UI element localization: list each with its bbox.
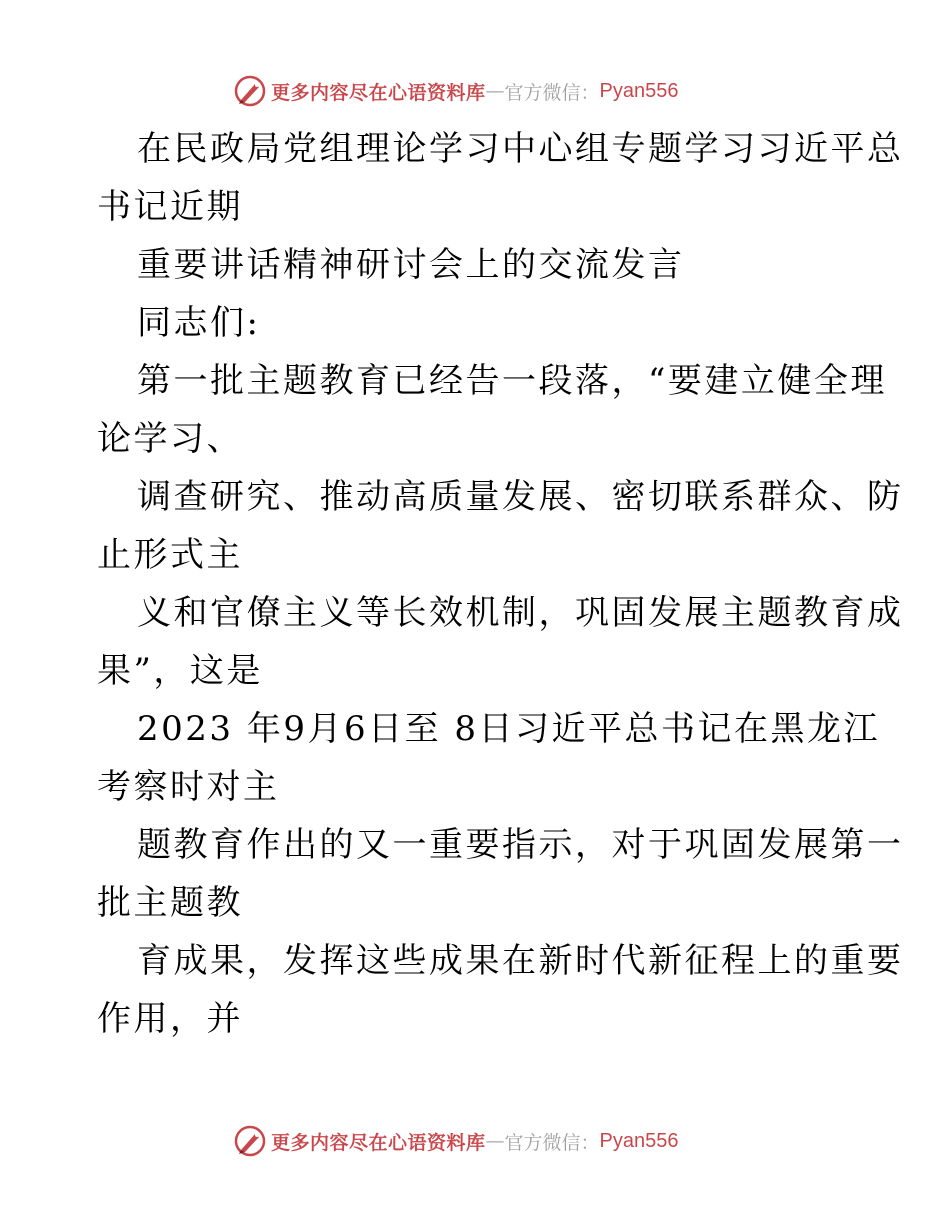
pen-logo-icon [233, 1124, 267, 1158]
header-watermark [233, 73, 679, 109]
watermark-separator: — [485, 1130, 505, 1152]
paragraph-line: 批主题教 [97, 883, 243, 923]
title-line: 书记近期 [97, 187, 243, 227]
footer-watermark [233, 1123, 679, 1159]
watermark-label: 官方微信： [504, 81, 600, 104]
watermark-wechat-id: Pyan556 [599, 1129, 679, 1152]
watermark-wechat-id: Pyan556 [599, 79, 679, 102]
paragraph-line: 育成果，发挥这些成果在新时代新征程上的重要 [137, 941, 904, 981]
paragraph-line: 第一批主题教育已经告一段落，“要建立健全理 [137, 361, 887, 401]
salutation: 同志们: [137, 303, 261, 343]
pen-logo-icon [233, 74, 267, 108]
watermark-label: 官方微信： [504, 1131, 600, 1154]
watermark-separator: — [485, 80, 505, 102]
watermark-text: 更多内容尽在心语资料库 [271, 81, 486, 104]
paragraph-line: 2023 年9月6日至 8日习近平总书记在黑龙江 [137, 709, 881, 749]
paragraph-line: 作用，并 [97, 999, 243, 1039]
title-line: 在民政局党组理论学习中心组专题学习习近平总 [137, 129, 904, 169]
watermark-text: 更多内容尽在心语资料库 [271, 1131, 486, 1154]
paragraph-line: 调查研究、推动高质量发展、密切联系群众、防 [137, 477, 904, 517]
paragraph-line: 止形式主 [97, 535, 243, 575]
paragraph-line: 义和官僚主义等长效机制，巩固发展主题教育成 [137, 593, 904, 633]
paragraph-line: 果”，这是 [97, 651, 263, 691]
paragraph-line: 题教育作出的又一重要指示，对于巩固发展第一 [137, 825, 904, 865]
document-body [97, 120, 904, 1048]
paragraph-line: 论学习、 [97, 419, 243, 459]
paragraph-line: 考察时对主 [97, 767, 280, 807]
subtitle-line: 重要讲话精神研讨会上的交流发言 [137, 245, 685, 285]
